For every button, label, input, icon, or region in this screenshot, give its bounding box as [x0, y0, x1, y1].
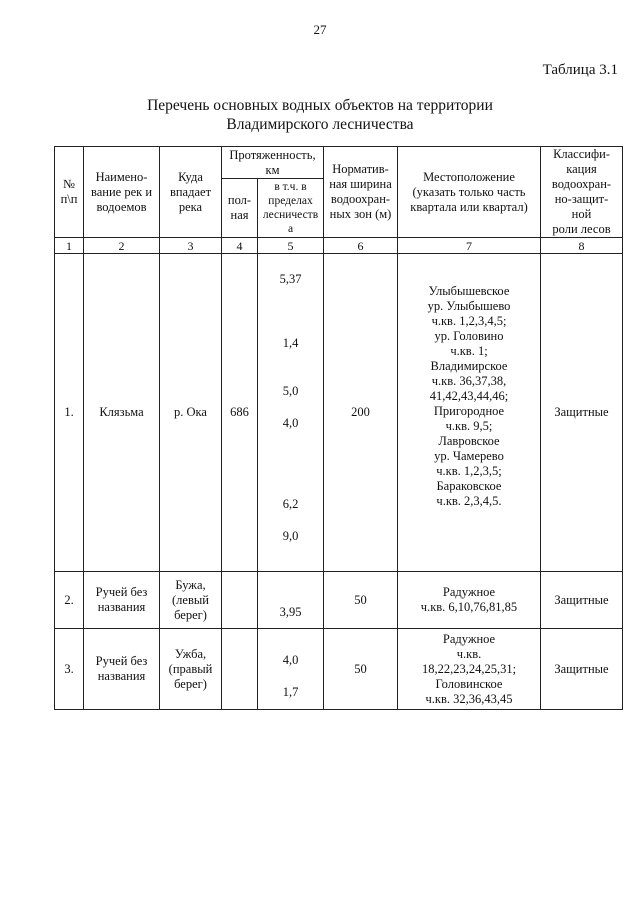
length-value: 9,0 [282, 529, 299, 543]
water-objects-table [54, 146, 623, 710]
location: Радужное ч.кв. 18,22,23,24,25,31; Головинское ч.кв. 32,36,43,45 [398, 629, 541, 710]
header-extent-group: Протяженность, км [222, 147, 324, 179]
header-classification: Классифи- кация водоохран- но-защит- ной роли лесов [541, 147, 623, 238]
table-row [55, 572, 623, 629]
row-number: 1. [55, 254, 84, 572]
zone-width: 200 [324, 254, 398, 572]
header-number: № п\п [55, 147, 84, 238]
within-forestry-length [258, 629, 324, 710]
table-label: Таблица 3.1 [542, 62, 618, 78]
header-name: Наимено- вание рек и водоемов [84, 147, 160, 238]
document-title [0, 96, 640, 134]
location: Улыбышевское ур. Улыбышево ч.кв. 1,2,3,4,5; ур. Головино ч.кв. 1; Владимирское ч.кв. 36,37,38, 41,42,43,44,46; Пригородное ч.кв. 9,5; Лавровское ур. Чамерево ч.кв. 1,2,3,5; Бараковское ч.кв. 2,3,4,5. [398, 254, 541, 572]
page-number: 27 [313, 22, 327, 37]
within-forestry-length [258, 254, 324, 572]
column-number: 3 [160, 238, 222, 254]
column-number-row [55, 238, 623, 254]
row-number: 3. [55, 629, 84, 710]
column-number: 5 [258, 238, 324, 254]
column-number: 8 [541, 238, 623, 254]
mouth-river: Бужа, (левый берег) [160, 572, 222, 629]
title-line: Владимирского лесничества [226, 116, 414, 133]
length-value: 1,7 [282, 685, 299, 699]
table-row [55, 254, 623, 572]
header-location: Местоположение (указать только часть квартала или квартал) [398, 147, 541, 238]
column-number: 7 [398, 238, 541, 254]
table-row [55, 629, 623, 710]
full-length: 686 [222, 254, 258, 572]
mouth-river: Ужба, (правый берег) [160, 629, 222, 710]
water-object-name: Клязьма [84, 254, 160, 572]
header-zone-width: Норматив- ная ширина водоохран- ных зон (м) [324, 147, 398, 238]
column-number: 6 [324, 238, 398, 254]
length-value: 4,0 [282, 653, 299, 667]
header-within-forestry: в т.ч. в пределах лесничеств а [258, 179, 324, 238]
full-length [222, 629, 258, 710]
length-value: 1,4 [282, 336, 299, 350]
title-line: Перечень основных водных объектов на территории [147, 97, 493, 114]
header-row [55, 147, 623, 179]
column-number: 1 [55, 238, 84, 254]
water-object-name: Ручей без названия [84, 572, 160, 629]
zone-width: 50 [324, 629, 398, 710]
column-number: 2 [84, 238, 160, 254]
classification: Защитные [541, 254, 623, 572]
length-value: 6,2 [282, 497, 299, 511]
length-value: 4,0 [282, 416, 299, 430]
row-number: 2. [55, 572, 84, 629]
header-full-length: пол- ная [222, 179, 258, 238]
column-number: 4 [222, 238, 258, 254]
zone-width: 50 [324, 572, 398, 629]
classification: Защитные [541, 572, 623, 629]
classification: Защитные [541, 629, 623, 710]
within-forestry-length: 3,95 [258, 572, 324, 629]
water-object-name: Ручей без названия [84, 629, 160, 710]
length-value: 5,37 [279, 272, 302, 286]
location: Радужное ч.кв. 6,10,76,81,85 [398, 572, 541, 629]
length-value: 5,0 [282, 384, 299, 398]
header-mouth: Куда впадает река [160, 147, 222, 238]
full-length [222, 572, 258, 629]
mouth-river: р. Ока [160, 254, 222, 572]
